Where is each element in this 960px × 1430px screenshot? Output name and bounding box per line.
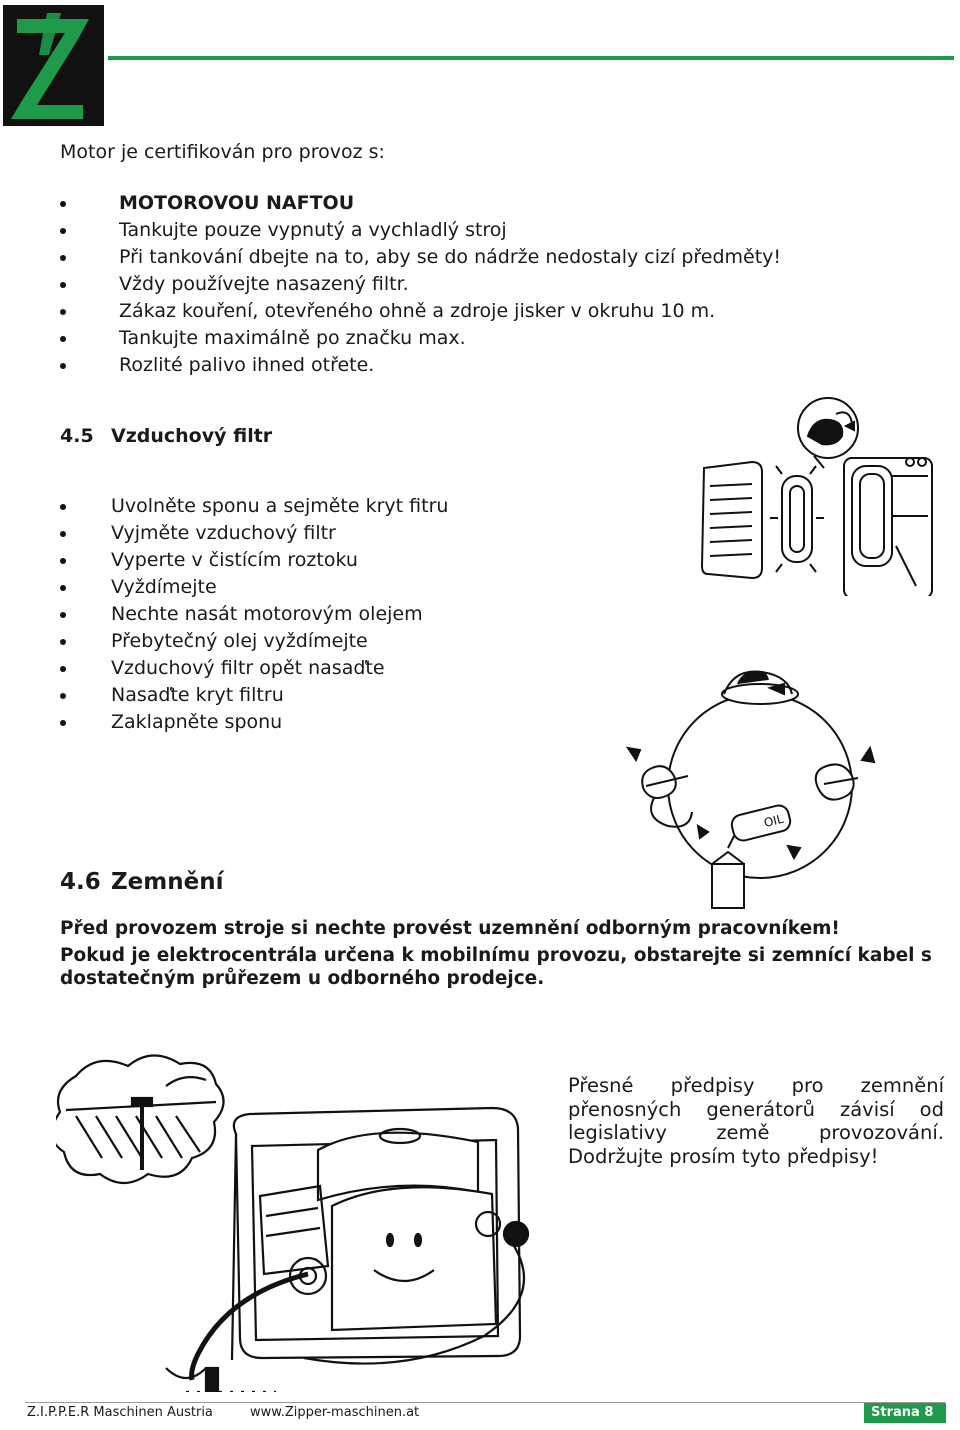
grounding-note: Přesné předpisy pro zemnění přenosných generátorů závisí od legislativy země provozování. Dodržujte prosím tyto předpisy!: [568, 1074, 944, 1168]
header-divider: [108, 56, 954, 60]
air-filter-cleaning-cycle-illustration: [562, 628, 946, 920]
bullet-icon: [60, 693, 66, 699]
bullet-icon: [60, 612, 66, 618]
logo-z-icon: [3, 5, 104, 126]
grounding-warning: [60, 917, 940, 990]
bullet-icon: [60, 363, 66, 369]
section-heading-grounding: [60, 869, 223, 895]
footer-website-link[interactable]: www.Zipper-maschinen.at: [250, 1405, 420, 1420]
bullet-icon: [60, 255, 66, 261]
bullet-icon: [60, 558, 66, 564]
brand-logo: [3, 5, 104, 126]
bullet-icon: [60, 504, 66, 510]
section-number: 4.5: [60, 425, 94, 447]
bullet-icon: [60, 282, 66, 288]
section-title: Vzduchový filtr: [111, 425, 273, 447]
bullet-icon: [60, 309, 66, 315]
bullet-icon: [60, 228, 66, 234]
bullet-icon: [60, 720, 66, 726]
page-number-badge: Strana 8: [864, 1403, 946, 1423]
bullet-icon: [60, 531, 66, 537]
oil-can-label: OIL: [762, 811, 785, 831]
bullet-icon: [60, 336, 66, 342]
bullet-icon: [60, 585, 66, 591]
generator-grounding-illustration: [56, 1046, 556, 1392]
warning-text: Pokud je elektrocentrála určena k mobilnímu provozu, obstarejte si zemnící kabel s dostatečným průřezem u odborného prodejce.: [60, 945, 932, 989]
section-title: Zemnění: [111, 869, 224, 895]
footer-company: Z.I.P.P.E.R Maschinen Austria: [27, 1405, 213, 1420]
section-heading-air-filter: [60, 425, 272, 447]
warning-text: Před provozem stroje si nechte provést uzemnění odborným pracovníkem!: [60, 918, 840, 939]
air-filter-parts-illustration: [696, 396, 936, 596]
footer-divider: [25, 1402, 945, 1403]
fuel-intro: Motor je certifikován pro provoz s:: [60, 141, 385, 163]
bullet-icon: [60, 666, 66, 672]
section-number: 4.6: [60, 869, 101, 895]
bullet-icon: [60, 639, 66, 645]
bullet-icon: [60, 201, 66, 207]
